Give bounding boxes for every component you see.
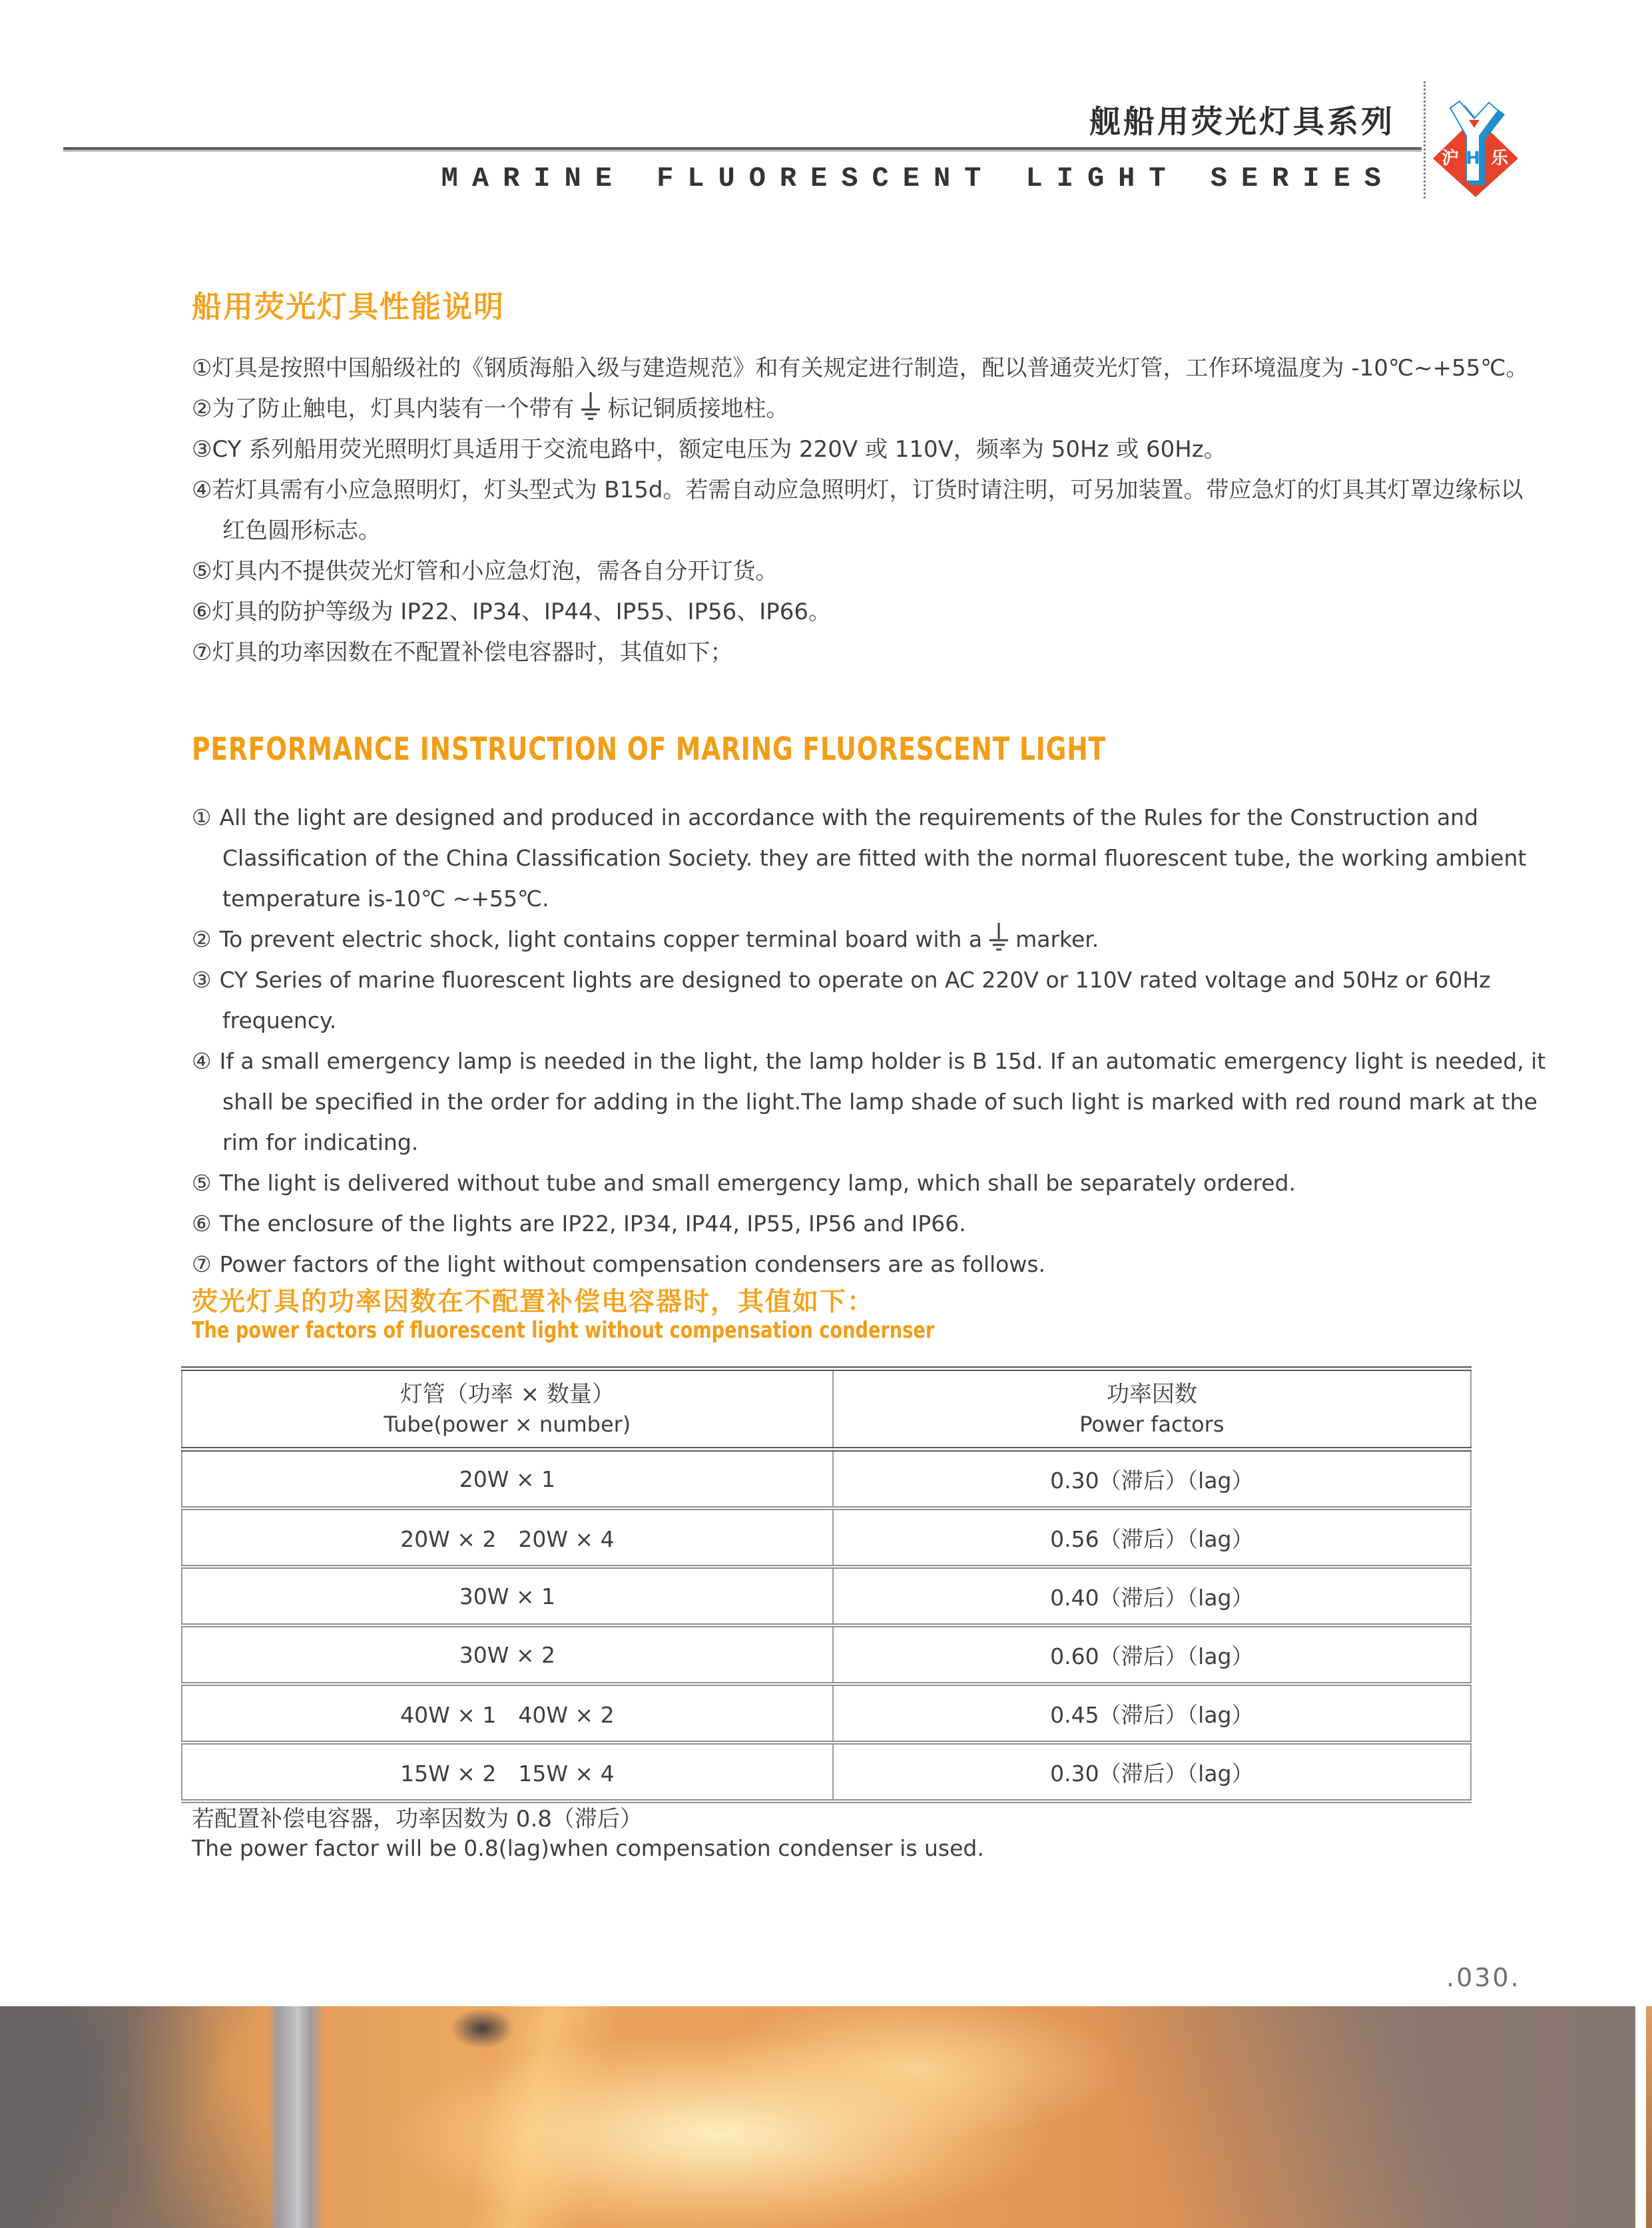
item-list-en [192,797,1550,1284]
tube-cell: 30W × 1 [182,1567,833,1625]
pf-cell: 0.60（滞后）（lag） [833,1625,1471,1684]
item-text: CY 系列船用荧光照明灯具适用于交流电路中，额定电压为 220V 或 110V，频率为 50Hz 或 60Hz。 [212,436,1227,463]
list-item [192,470,1537,551]
pf-heading-zh: 荧光灯具的功率因数在不配置补偿电容器时，其值如下： [192,1287,875,1317]
item-number: ⑤ [192,1170,212,1196]
item-text: All the light are designed and produced in accordance with the requirements of the Rules for the Construction and Classification of the China Classification Society. they are fitted with the normal fluorescent tube, the working ambient temperature is-10℃ ~+55℃. [219,804,1527,912]
item-text: 灯具的防护等级为 IP22、IP34、IP44、IP55、IP56、IP66。 [212,599,832,625]
footer-photo-edge-strip [1646,2006,1652,2228]
logo-char-left: 沪 [1441,148,1460,168]
column-header-pf [833,1369,1471,1450]
tube-cell: 20W × 1 [182,1450,833,1509]
pf-cell: 0.30（滞后）（lag） [833,1450,1471,1509]
pf-cell: 0.56（滞后）（lag） [833,1508,1471,1567]
item-number: ⑥ [192,1211,212,1237]
item-number: ⑦ [192,1251,212,1277]
table-row [182,1684,1471,1743]
item-number: ① [192,355,212,382]
item-text: To prevent electric shock, light contains copper terminal board with a [219,926,983,952]
item-number: ③ [192,967,212,993]
tube-cell: 40W × 1 40W × 2 [182,1684,833,1743]
tube-cell: 20W × 2 20W × 4 [182,1508,833,1567]
item-number: ② [192,396,212,422]
page-title-zh: 舰船用荧光灯具系列 [1089,104,1395,140]
list-item [192,551,1537,592]
list-item [192,429,1537,470]
power-factor-table [181,1366,1472,1803]
item-text: CY Series of marine fluorescent lights are designed to operate on AC 220V or 110V rated voltage and 50Hz or 60Hz frequency. [219,967,1491,1033]
earth-ground-icon [579,392,602,420]
list-item [192,592,1537,633]
item-text: If a small emergency lamp is needed in the light, the lamp holder is B 15d. If an automatic emergency light is needed, it shall be specified in the order for adding in the light.The lamp shade of such light is marked with red round mark at the rim for indicating. [219,1048,1546,1155]
section-heading-en: PERFORMANCE INSTRUCTION OF MARING FLUORESCENT LIGHT [192,731,1106,768]
column-header-pf-zh: 功率因数 [1106,1381,1197,1408]
list-item [192,797,1550,919]
earth-ground-icon [987,923,1010,951]
list-item [192,960,1550,1041]
item-text: 标记铜质接地柱。 [607,396,789,422]
section-heading-zh: 船用荧光灯具性能说明 [192,289,505,324]
item-text: 灯具的功率因数在不配置补偿电容器时，其值如下； [212,639,733,666]
logo-char-right: 乐 [1490,148,1509,168]
item-number: ⑦ [192,639,212,666]
footer-photo [0,2006,1635,2228]
item-number: ④ [192,477,212,503]
item-number: ⑤ [192,558,212,585]
header-rule [63,147,1422,150]
tube-cell: 15W × 2 15W × 4 [182,1743,833,1801]
header-dotted-divider [1424,81,1426,198]
table-note-en: The power factor will be 0.8(lag)when compensation condenser is used. [192,1835,984,1861]
list-item [192,633,1537,673]
pf-cell: 0.30（滞后）（lag） [833,1743,1471,1801]
list-item [192,1244,1550,1284]
table-row [182,1625,1471,1684]
item-number: ② [192,926,212,952]
column-header-tube-zh: 灯管（功率 × 数量） [400,1381,615,1408]
table-note-zh: 若配置补偿电容器，功率因数为 0.8（滞后） [192,1806,643,1832]
table-row [182,1743,1471,1801]
company-logo-icon [1432,100,1519,197]
page-number: .030. [1446,1963,1521,1992]
pf-cell: 0.40（滞后）（lag） [833,1567,1471,1625]
column-header-pf-en: Power factors [1079,1412,1225,1437]
list-item [192,919,1550,960]
list-item [192,348,1537,389]
list-item [192,1203,1550,1244]
table-row [182,1567,1471,1625]
item-number: ⑥ [192,599,212,625]
item-text: 灯具是按照中国船级社的《钢质海船入级与建造规范》和有关规定进行制造，配以普通荧光灯管，工作环境温度为 -10℃~+55℃。 [212,355,1529,382]
pf-heading-en: The power factors of fluorescent light without compensation condernser [192,1317,935,1344]
table-row [182,1450,1471,1509]
item-number: ① [192,804,212,830]
item-list-zh [192,348,1537,673]
item-number: ③ [192,436,212,463]
item-text: 为了防止触电，灯具内装有一个带有 [212,396,575,422]
item-text: The light is delivered without tube and small emergency lamp, which shall be separately ordered. [219,1170,1296,1196]
item-text: 若灯具需有小应急照明灯，灯头型式为 B15d。若需自动应急照明灯，订货时请注明，可另加装置。带应急灯的灯具其灯罩边缘标以红色圆形标志。 [212,477,1523,544]
item-text: marker. [1015,926,1099,952]
section-performance-zh [192,282,1537,673]
list-item [192,1163,1550,1203]
item-number: ④ [192,1048,212,1074]
table-row [182,1508,1471,1567]
table-header-row [182,1369,1471,1450]
column-header-tube-en: Tube(power × number) [384,1412,631,1437]
list-item [192,389,1537,429]
logo-char-mid: H [1466,148,1480,168]
section-performance-en [192,731,1550,1284]
page-title-en: MARINE FLUORESCENT LIGHT SERIES [441,162,1395,194]
item-text: 灯具内不提供荧光灯管和小应急灯泡，需各自分开订货。 [212,558,778,585]
list-item [192,1041,1550,1163]
column-header-tube [182,1369,833,1450]
pf-cell: 0.45（滞后）（lag） [833,1684,1471,1743]
item-text: The enclosure of the lights are IP22, IP34, IP44, IP55, IP56 and IP66. [219,1211,966,1237]
tube-cell: 30W × 2 [182,1625,833,1684]
item-text: Power factors of the light without compensation condensers are as follows. [219,1251,1046,1277]
